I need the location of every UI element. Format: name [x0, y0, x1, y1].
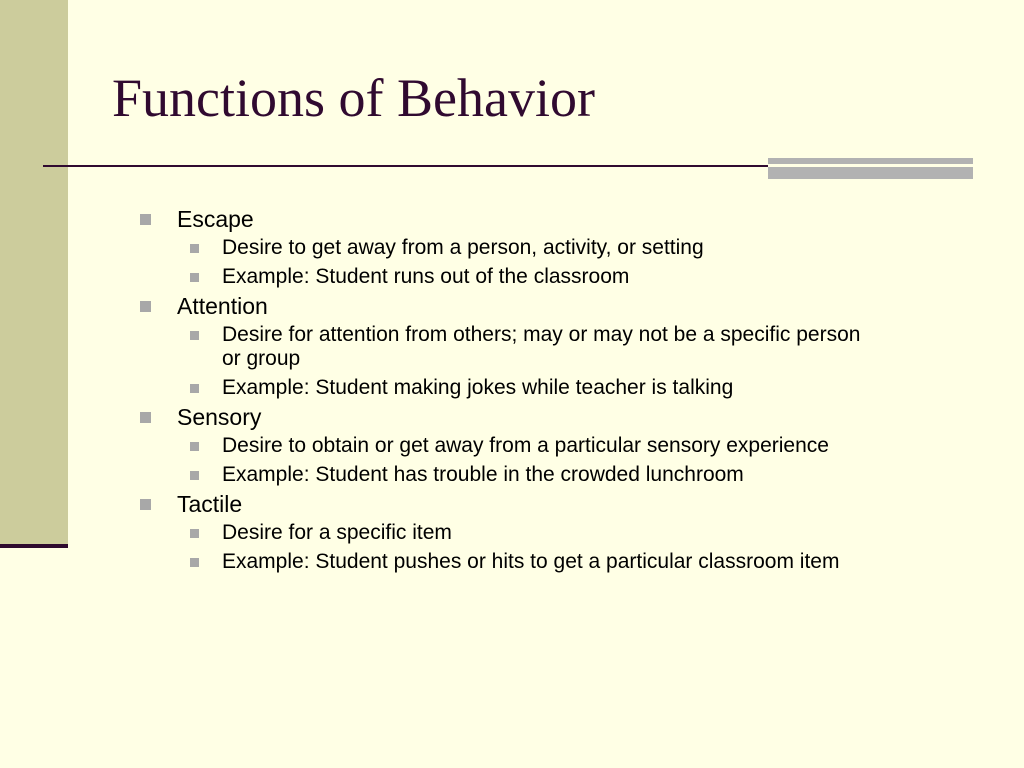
sub-bullet-text: Desire to obtain or get away from a particular sensory experience	[222, 434, 829, 457]
sub-bullet	[138, 234, 908, 263]
slide-title: Functions of Behavior	[112, 68, 595, 128]
sub-bullet-text: Desire for a specific item	[222, 521, 452, 544]
sub-bullet	[138, 432, 908, 461]
square-bullet-icon	[190, 331, 199, 340]
bullet-sensory	[138, 403, 908, 432]
square-bullet-icon	[190, 273, 199, 282]
bullet-label: Attention	[177, 293, 268, 319]
bullet-escape	[138, 205, 908, 234]
sub-bullet	[138, 263, 908, 292]
square-bullet-icon	[140, 412, 151, 423]
bullet-attention	[138, 292, 908, 321]
square-bullet-icon	[190, 558, 199, 567]
sidebar-underline	[0, 544, 68, 548]
square-bullet-icon	[140, 214, 151, 225]
square-bullet-icon	[190, 384, 199, 393]
square-bullet-icon	[190, 244, 199, 253]
accent-bar-decoration	[768, 158, 973, 179]
bullet-list	[138, 205, 908, 577]
sub-bullet-text: Example: Student has trouble in the crowded lunchroom	[222, 463, 744, 486]
sub-bullet	[138, 321, 908, 374]
square-bullet-icon	[190, 471, 199, 480]
sub-bullet-text: Example: Student runs out of the classroom	[222, 265, 630, 288]
sub-bullet	[138, 548, 908, 577]
sub-bullet-text: Desire to get away from a person, activity, or setting	[222, 236, 704, 259]
square-bullet-icon	[190, 442, 199, 451]
square-bullet-icon	[140, 301, 151, 312]
square-bullet-icon	[140, 499, 151, 510]
sub-bullet	[138, 519, 908, 548]
bullet-label: Sensory	[177, 404, 262, 430]
sub-bullet-text: Desire for attention from others; may or may not be a specific person or group	[222, 323, 861, 370]
sub-bullet	[138, 461, 908, 490]
square-bullet-icon	[190, 529, 199, 538]
bullet-label: Escape	[177, 206, 254, 232]
left-sidebar-decoration	[0, 0, 68, 545]
bullet-label: Tactile	[177, 491, 243, 517]
sub-bullet-text: Example: Student making jokes while teacher is talking	[222, 376, 734, 399]
sub-bullet-text: Example: Student pushes or hits to get a particular classroom item	[222, 550, 840, 573]
bullet-tactile	[138, 490, 908, 519]
sub-bullet	[138, 374, 908, 403]
